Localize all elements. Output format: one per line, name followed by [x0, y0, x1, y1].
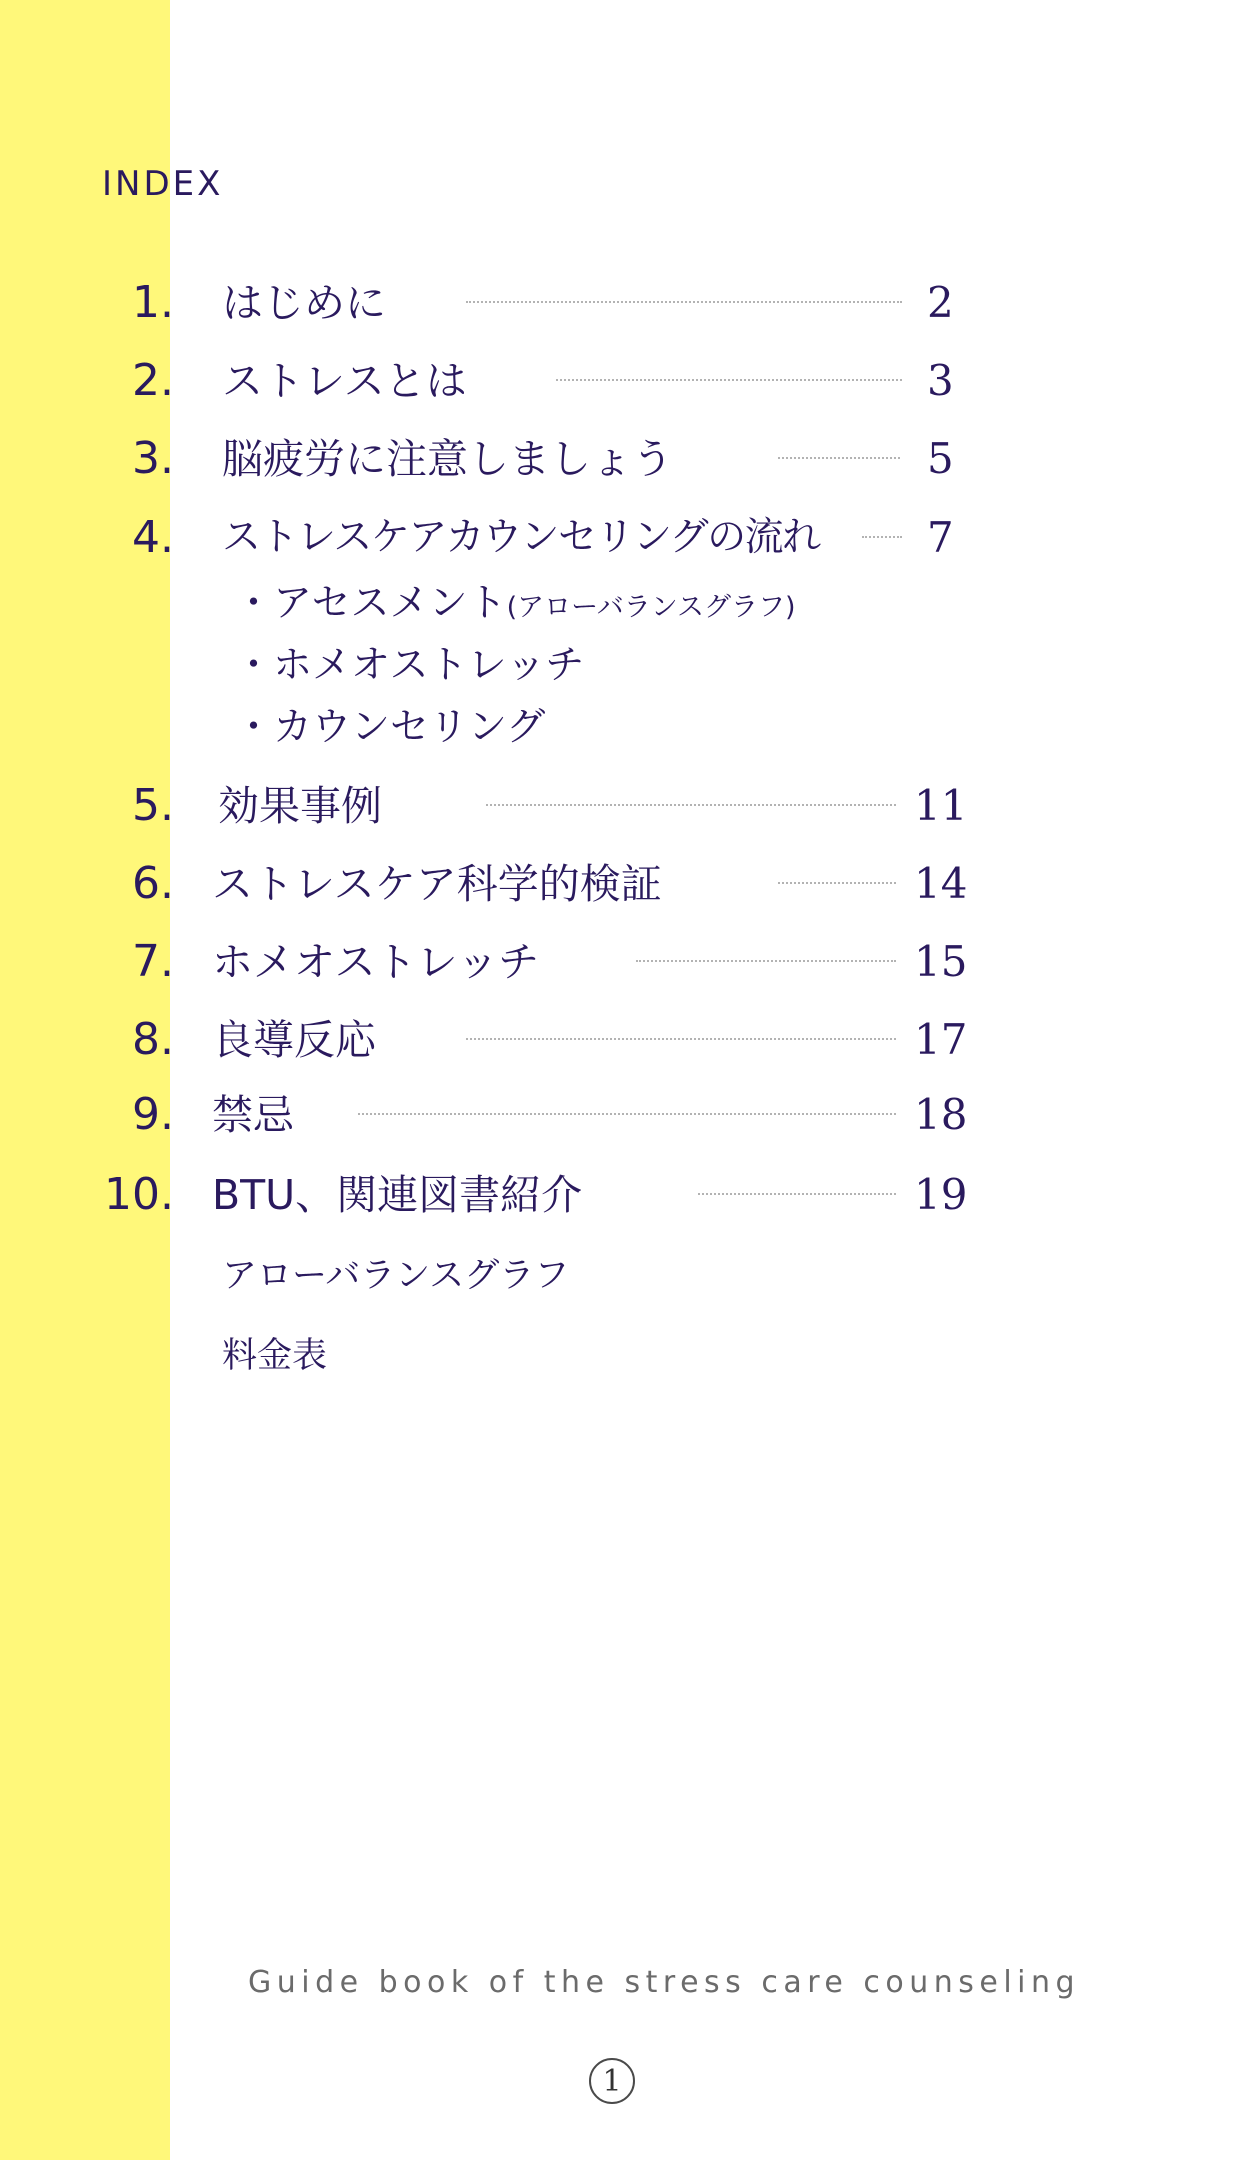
- toc-entry-9[interactable]: [0, 1087, 1238, 1143]
- toc-title: 禁忌: [212, 1091, 294, 1139]
- toc-entry-2[interactable]: [0, 353, 1238, 409]
- toc-entry-8[interactable]: [0, 1012, 1238, 1068]
- toc-entry-1[interactable]: [0, 275, 1238, 331]
- extra-item-arrow-balance-graph[interactable]: アローバランスグラフ: [222, 1256, 570, 1296]
- toc-title: 脳疲労に注意しましょう: [222, 435, 673, 483]
- toc-subitem-counseling[interactable]: [234, 703, 545, 753]
- toc-leader-dots: [486, 804, 896, 806]
- toc-subitem-assessment[interactable]: [234, 579, 796, 633]
- footer-tagline: Guide book of the stress care counseling: [248, 1965, 1081, 2000]
- toc-number: 3.: [132, 433, 174, 484]
- index-heading: INDEX: [102, 164, 224, 204]
- subitem-note: (アローバランスグラフ): [506, 592, 796, 623]
- toc-leader-dots: [698, 1193, 896, 1195]
- toc-page-number: 2: [927, 278, 954, 327]
- toc-leader-dots: [466, 301, 902, 303]
- toc-number: 4.: [132, 512, 174, 563]
- toc-number: 9.: [132, 1089, 174, 1140]
- toc-page-number: 11: [914, 781, 968, 830]
- toc-entry-7[interactable]: [0, 934, 1238, 990]
- toc-number: 8.: [132, 1014, 174, 1065]
- toc-entry-5[interactable]: [0, 778, 1238, 834]
- toc-title: ホメオストレッチ: [212, 938, 540, 986]
- toc-page-number: 17: [914, 1015, 968, 1064]
- toc-page-number: 18: [914, 1090, 968, 1139]
- toc-entry-4[interactable]: [0, 510, 1238, 566]
- toc-subitem-homeostretch[interactable]: [234, 641, 584, 691]
- toc-leader-dots: [358, 1113, 896, 1115]
- toc-number: 7.: [132, 936, 174, 987]
- toc-entry-10[interactable]: [0, 1167, 1238, 1223]
- toc-page-number: 7: [927, 513, 954, 562]
- extra-item-price-list[interactable]: 料金表: [222, 1336, 328, 1376]
- toc-title: ストレスケア科学的検証: [212, 860, 662, 908]
- toc-number: 2.: [132, 355, 174, 406]
- subitem-label: ・ホメオストレッチ: [234, 643, 585, 688]
- toc-number: 1.: [132, 277, 174, 328]
- toc-title: 良導反応: [212, 1016, 376, 1064]
- toc-entry-6[interactable]: [0, 856, 1238, 912]
- toc-page-number: 14: [914, 859, 968, 908]
- subitem-label: ・カウンセリング: [234, 705, 546, 750]
- toc-page-number: 15: [914, 937, 968, 986]
- toc-title: 効果事例: [218, 782, 382, 830]
- toc-leader-dots: [778, 882, 896, 884]
- toc-title: ストレスとは: [222, 357, 467, 405]
- toc-number: 6.: [132, 858, 174, 909]
- toc-title: はじめに: [222, 279, 386, 327]
- page-number-badge: 1: [589, 2058, 635, 2104]
- toc-leader-dots: [636, 960, 896, 962]
- toc-leader-dots: [778, 457, 900, 459]
- toc-leader-dots: [862, 536, 902, 538]
- toc-leader-dots: [466, 1038, 896, 1040]
- toc-page-number: 3: [927, 356, 954, 405]
- subitem-label: ・アセスメント: [234, 581, 507, 626]
- toc-number: 5.: [132, 780, 174, 831]
- toc-page-number: 5: [927, 434, 954, 483]
- toc-title: BTU、関連図書紹介: [212, 1171, 583, 1219]
- toc-leader-dots: [556, 379, 902, 381]
- toc-entry-3[interactable]: [0, 431, 1238, 487]
- toc-title: ストレスケアカウンセリングの流れ: [222, 515, 820, 560]
- toc-number: 10.: [104, 1169, 174, 1220]
- toc-page-number: 19: [914, 1170, 968, 1219]
